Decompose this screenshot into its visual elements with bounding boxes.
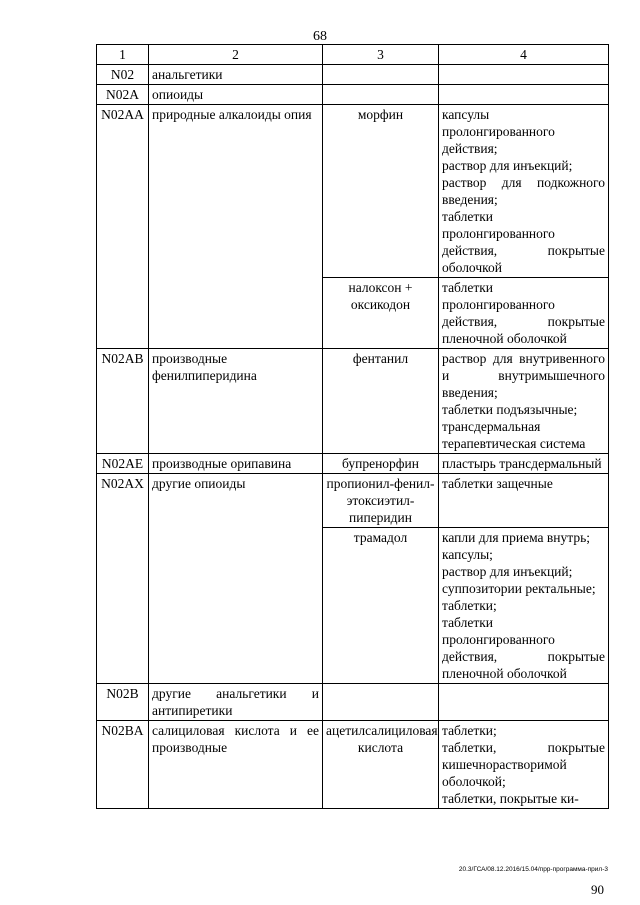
drug-name-cell: [323, 684, 439, 721]
dosage-form: таблетки, покрытые кишечнорастворимой оболочкой;: [442, 740, 605, 789]
group-name-cell: опиоиды: [149, 85, 323, 105]
dosage-form: таблетки защечные: [442, 476, 553, 491]
drug-name-cell: бупренорфин: [323, 454, 439, 474]
drug-name-cell: морфин: [323, 105, 439, 278]
group-name-cell: анальгетики: [149, 65, 323, 85]
table-row: [97, 684, 609, 721]
dosage-form: таблетки;: [442, 723, 497, 738]
atc-code-cell: N02: [97, 65, 149, 85]
dosage-forms-cell: [439, 684, 609, 721]
table-row: [97, 105, 609, 278]
dosage-form: раствор для инъекций;: [442, 158, 573, 173]
group-name-cell: природные алкалоиды опия: [149, 105, 323, 349]
atc-code-cell: N02A: [97, 85, 149, 105]
atc-code-cell: N02AX: [97, 474, 149, 684]
drug-name-cell: [323, 65, 439, 85]
table-row: [97, 454, 609, 474]
dosage-forms-cell: [439, 65, 609, 85]
dosage-forms-cell: [439, 454, 609, 474]
atc-code-cell: N02AE: [97, 454, 149, 474]
atc-code-cell: N02AA: [97, 105, 149, 349]
table-row: [97, 349, 609, 454]
header-row: [97, 45, 609, 65]
dosage-form: таблетки подъязычные;: [442, 402, 578, 417]
footer-page-number: 90: [591, 882, 604, 897]
header-col-1: 1: [97, 45, 149, 65]
dosage-form: пластырь трансдермальный: [442, 456, 602, 471]
table-row: [97, 474, 609, 528]
atc-code-cell: N02AB: [97, 349, 149, 454]
table-row: [97, 65, 609, 85]
dosage-form: таблетки пролонгированного действия, покрытые оболочкой: [442, 209, 605, 275]
page-number: 68: [313, 29, 327, 44]
dosage-form: раствор для инъекций;: [442, 564, 573, 579]
drug-name-cell: [323, 85, 439, 105]
dosage-forms-cell: [439, 528, 609, 684]
medication-table: [96, 44, 609, 809]
footer-reference: 20.3/ГСА/08.12.2016/15.04/прр-программа-прил-3: [458, 866, 608, 873]
drug-name-cell: трамадол: [323, 528, 439, 684]
drug-name-cell: налоксон + оксикодон: [323, 278, 439, 349]
dosage-form: раствор для подкожного введения;: [442, 175, 605, 207]
dosage-forms-cell: [439, 349, 609, 454]
group-name-cell: другие опиоиды: [149, 474, 323, 684]
dosage-form: суппозитории ректальные;: [442, 581, 596, 596]
atc-code-cell: N02BA: [97, 721, 149, 809]
dosage-form: капсулы;: [442, 547, 493, 562]
group-name-cell: другие анальгетики и антипиретики: [149, 684, 323, 721]
table-row: [97, 85, 609, 105]
dosage-form: капсулы пролонгированного действия;: [442, 107, 555, 156]
header-col-3: 3: [323, 45, 439, 65]
group-name-cell: производные орипавина: [149, 454, 323, 474]
drug-name-cell: ацетилсалициловая кислота: [323, 721, 439, 809]
header-col-2: 2: [149, 45, 323, 65]
dosage-forms-cell: [439, 85, 609, 105]
dosage-form: таблетки;: [442, 598, 497, 613]
dosage-form: раствор для внутривенного и внутримышечного введения;: [442, 351, 605, 400]
dosage-forms-cell: [439, 721, 609, 809]
atc-code-cell: N02B: [97, 684, 149, 721]
dosage-form: трансдермальная терапевтическая система: [442, 419, 586, 451]
dosage-forms-cell: [439, 278, 609, 349]
dosage-forms-cell: [439, 105, 609, 278]
dosage-form: капли для приема внутрь;: [442, 530, 590, 545]
group-name-cell: производные фенилпиперидина: [149, 349, 323, 454]
dosage-form: таблетки пролонгированного действия, покрытые пленочной оболочкой: [442, 280, 605, 346]
group-name-cell: салициловая кислота и ее производные: [149, 721, 323, 809]
dosage-forms-cell: [439, 474, 609, 528]
header-col-4: 4: [439, 45, 609, 65]
drug-name-cell: пропионил-фенил-этоксиэтил-пиперидин: [323, 474, 439, 528]
table-row: [97, 721, 609, 809]
dosage-form: таблетки, покрытые ки-: [442, 791, 579, 806]
dosage-form: таблетки пролонгированного действия, покрытые пленочной оболочкой: [442, 615, 605, 681]
drug-name-cell: фентанил: [323, 349, 439, 454]
